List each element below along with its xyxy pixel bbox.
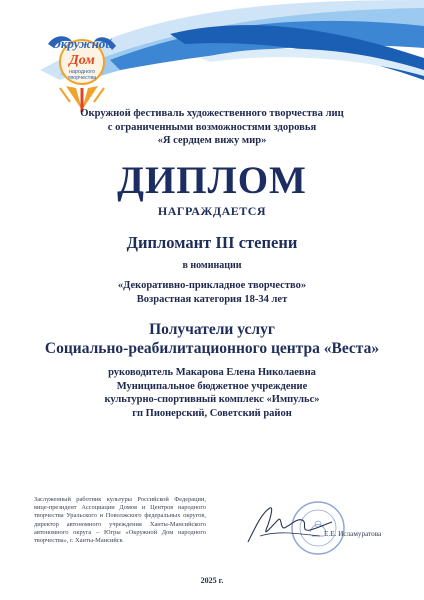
leader-line-3: культурно-спортивный комплекс «Импульс» [104, 394, 320, 405]
logo-line-3: народного [68, 69, 96, 75]
diploma-title: ДИПЛОМ [117, 159, 307, 202]
logo-line-4: творчества [67, 75, 97, 81]
festival-line-1: Окружной фестиваль художественного творчества лиц [80, 108, 344, 119]
nomination-name: «Декоративно-прикладное творчество» [117, 280, 307, 291]
nomination-block [0, 279, 424, 306]
signer-name: Е.Е. Исламуратова [324, 530, 382, 538]
festival-line-2: с ограниченными возможностями здоровья [107, 121, 317, 133]
leader-line-1: руководитель Макарова Елена Николаевна [108, 367, 316, 378]
signer-credentials: Заслуженный работник культуры Российской Федерации, вице-президент Ассоциации Домов и Центров народного творчества Уральского и Поволжского федеральных округов, директор автономного учреждения Ханты-Мансийского автономного округа – Югры «Окружной Дом народного творчества», г. Ханты-Мансийск [34, 496, 206, 545]
nomination-label: в номинации [182, 260, 242, 271]
leader-line-2: Муниципальное бюджетное учреждение [116, 380, 308, 392]
issue-year: 2025 г. [200, 576, 224, 585]
logo-line-1: Окружной [51, 36, 113, 51]
recipients-block [0, 320, 424, 358]
recipients-line-2: Социально-реабилитационного центра «Веста» [44, 340, 380, 357]
festival-line-3: «Я сердцем вижу мир» [157, 135, 267, 146]
festival-heading [0, 107, 424, 148]
leader-block [0, 366, 424, 420]
leader-line-4: гп Пионерский, Советский район [132, 407, 292, 419]
logo-line-2: Дом [69, 53, 95, 68]
okruzhnoy-dom-logo [36, 28, 128, 114]
handwritten-signature [240, 500, 340, 550]
age-category: Возрастная категория 18-34 лет [136, 293, 288, 305]
awarded-label: НАГРАЖДАЕТСЯ [157, 204, 267, 218]
degree-title: Дипломант III степени [126, 233, 298, 252]
recipients-line-1: Получатели услуг [149, 321, 275, 338]
